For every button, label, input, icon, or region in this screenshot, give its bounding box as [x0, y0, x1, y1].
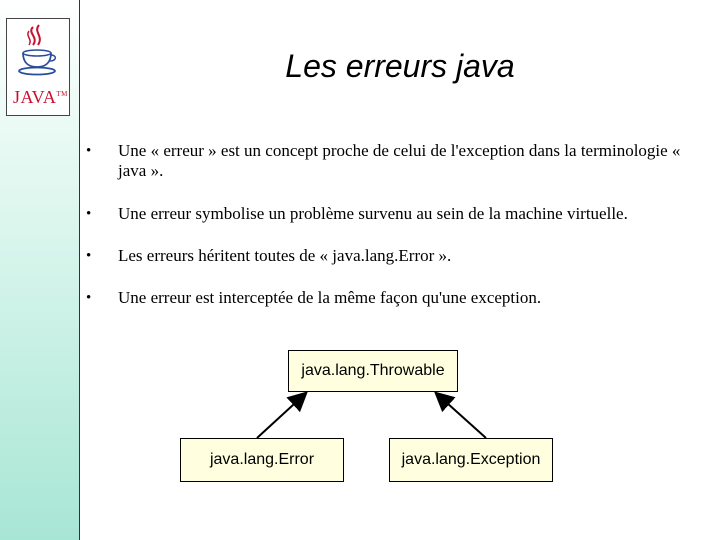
bullet-item: • Les erreurs héritent toutes de « java.lang.Error ». — [86, 246, 696, 266]
bullet-item: • Une erreur symbolise un problème survenu au sein de la machine virtuelle. — [86, 204, 696, 224]
throwable-box: java.lang.Throwable — [288, 350, 458, 392]
error-box: java.lang.Error — [180, 438, 344, 482]
bullet-item: • Une « erreur » est un concept proche de celui de l'exception dans la terminologie « java ». — [86, 141, 696, 181]
logo-word: JAVA™ — [13, 87, 68, 107]
arrow-error-to-throwable — [257, 394, 305, 438]
slide-title: Les erreurs java — [285, 48, 515, 84]
bullet-item: • Une erreur est interceptée de la même façon qu'une exception. — [86, 288, 696, 308]
exception-box: java.lang.Exception — [389, 438, 553, 482]
arrow-exception-to-throwable — [437, 394, 486, 438]
